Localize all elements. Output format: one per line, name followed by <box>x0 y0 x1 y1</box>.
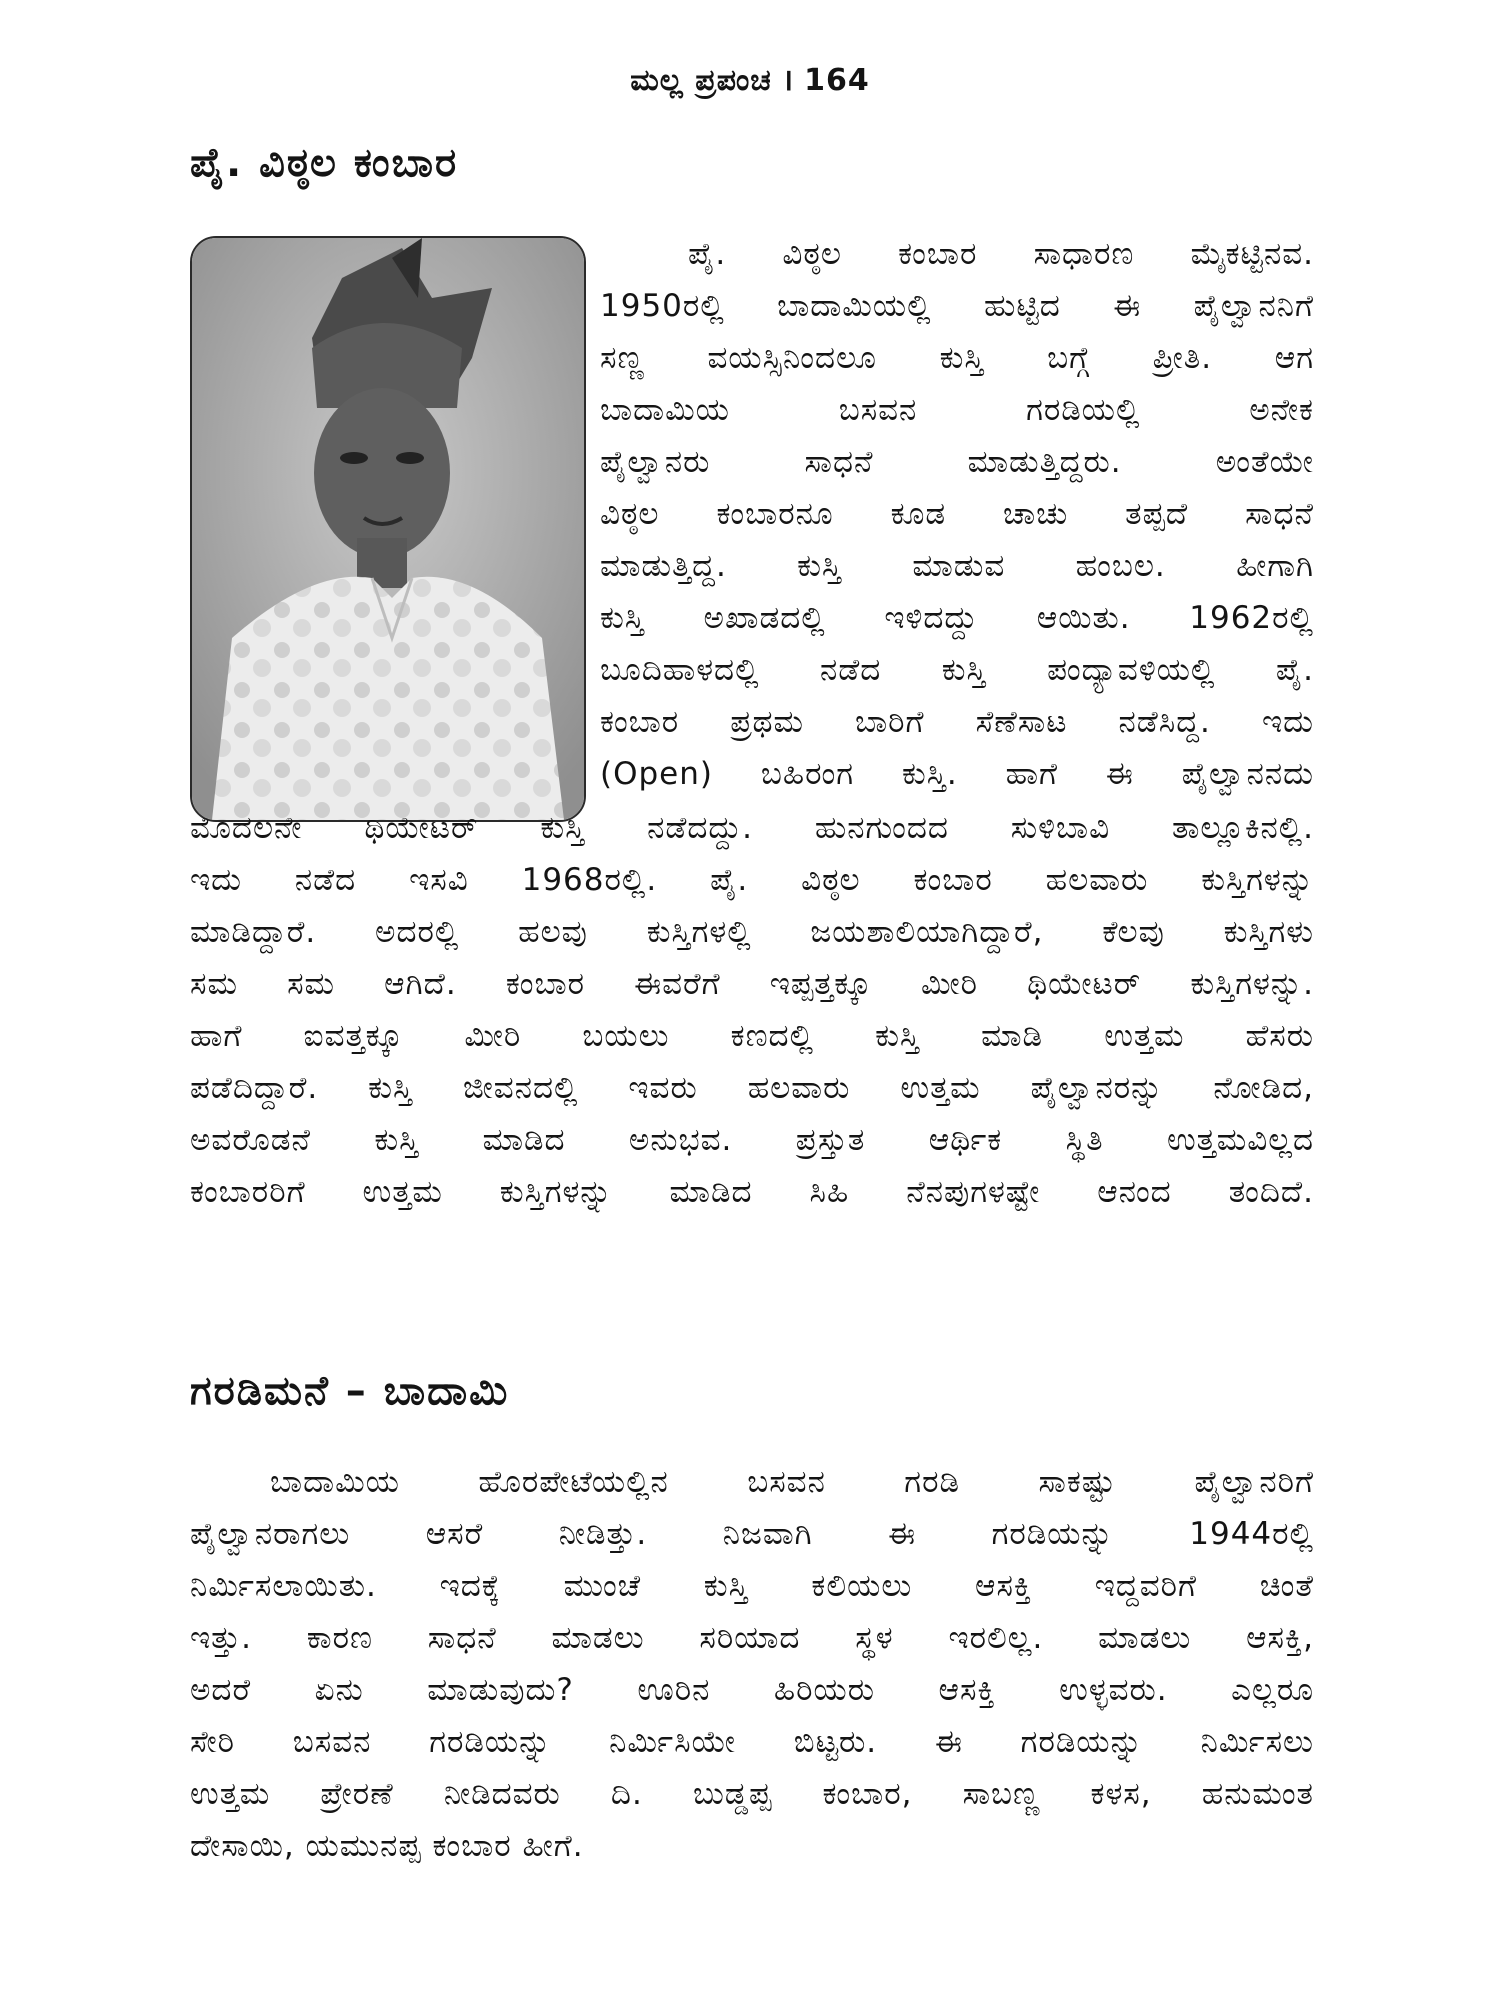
running-header <box>0 58 1500 99</box>
paragraph-line: ಪಡೆದಿದ್ದಾರೆ. ಕುಸ್ತಿ ಜೀವನದಲ್ಲಿ ಇವರು ಹಲವಾರು ಉತ್ತಮ ಪೈಲ್ವಾನರನ್ನು ನೋಡಿದ, <box>190 1070 1314 1106</box>
paragraph-line: ಸೇರಿ ಬಸವನ ಗರಡಿಯನ್ನು ನಿರ್ಮಿಸಿಯೇ ಬಿಟ್ಟರು. ಈ ಗರಡಿಯನ್ನು ನಿರ್ಮಿಸಲು <box>190 1724 1314 1760</box>
paragraph-line: ಮಾಡಿದ್ದಾರೆ. ಅದರಲ್ಲಿ ಹಲವು ಕುಸ್ತಿಗಳಲ್ಲಿ ಜಯಶಾಲಿಯಾಗಿದ್ದಾರೆ, ಕೆಲವು ಕುಸ್ತಿಗಳು <box>190 914 1314 950</box>
paragraph-line: ವಿಠ್ಠಲ ಕಂಬಾರನೂ ಕೂಡ ಚಾಚು ತಪ್ಪದೆ ಸಾಧನೆ <box>600 496 1314 532</box>
paragraph-line: ಕಂಬಾರ ಪ್ರಥಮ ಬಾರಿಗೆ ಸೆಣೆಸಾಟ ನಡೆಸಿದ್ದ. ಇದು <box>600 704 1314 740</box>
paragraph-line: (Open) ಬಹಿರಂಗ ಕುಸ್ತಿ. ಹಾಗೆ ಈ ಪೈಲ್ವಾನನದು <box>600 756 1314 792</box>
paragraph-line: ಮೊದಲನೇ ಥಿಯೇಟರ್ ಕುಸ್ತಿ ನಡೆದದ್ದು. ಹುನಗುಂದದ ಸುಳಿಬಾವಿ ತಾಲ್ಲೂಕಿನಲ್ಲಿ. <box>190 810 1314 846</box>
page-number: 164 <box>804 63 870 98</box>
wrestler-portrait-photo <box>190 236 586 822</box>
section-heading-garadimane: ಗರಡಿಮನೆ – ಬಾದಾಮಿ <box>190 1368 510 1414</box>
paragraph-line: ಹಾಗೆ ಐವತ್ತಕ್ಕೂ ಮೀರಿ ಬಯಲು ಕಣದಲ್ಲಿ ಕುಸ್ತಿ ಮಾಡಿ ಉತ್ತಮ ಹೆಸರು <box>190 1018 1314 1054</box>
paragraph-line: ಸಣ್ಣ ವಯಸ್ಸಿನಿಂದಲೂ ಕುಸ್ತಿ ಬಗ್ಗೆ ಪ್ರೀತಿ. ಆಗ <box>600 340 1314 376</box>
paragraph-line: ಪೈಲ್ವಾನರಾಗಲು ಆಸರೆ ನೀಡಿತ್ತು. ನಿಜವಾಗಿ ಈ ಗರಡಿಯನ್ನು 1944ರಲ್ಲಿ <box>190 1516 1314 1552</box>
paragraph-line: ನಿರ್ಮಿಸಲಾಯಿತು. ಇದಕ್ಕೆ ಮುಂಚೆ ಕುಸ್ತಿ ಕಲಿಯಲು ಆಸಕ್ತಿ ಇದ್ದವರಿಗೆ ಚಿಂತೆ <box>190 1568 1314 1604</box>
paragraph-line: ಕಂಬಾರರಿಗೆ ಉತ್ತಮ ಕುಸ್ತಿಗಳನ್ನು ಮಾಡಿದ ಸಿಹಿ ನೆನಪುಗಳಷ್ಟೇ ಆನಂದ ತಂದಿದೆ. <box>190 1174 1314 1210</box>
paragraph-line: ಬೂದಿಹಾಳದಲ್ಲಿ ನಡೆದ ಕುಸ್ತಿ ಪಂದ್ಯಾವಳಿಯಲ್ಲಿ ಪೈ. <box>600 652 1314 688</box>
section-heading-kambara: ಪೈ. ವಿಠ್ಠಲ ಕಂಬಾರ <box>190 140 459 186</box>
paragraph-line: ಪೈ. ವಿಠ್ಠಲ ಕಂಬಾರ ಸಾಧಾರಣ ಮೈಕಟ್ಟಿನವ. <box>688 236 1314 272</box>
header-separator: । <box>781 63 795 98</box>
paragraph-line: ಬಾದಾಮಿಯ ಬಸವನ ಗರಡಿಯಲ್ಲಿ ಅನೇಕ <box>600 392 1314 428</box>
paragraph-line: 1950ರಲ್ಲಿ ಬಾದಾಮಿಯಲ್ಲಿ ಹುಟ್ಟಿದ ಈ ಪೈಲ್ವಾನನಿಗೆ <box>600 288 1314 324</box>
paragraph-line: ಬಾದಾಮಿಯ ಹೊರಪೇಟೆಯಲ್ಲಿನ ಬಸವನ ಗರಡಿ ಸಾಕಷ್ಟು ಪೈಲ್ವಾನರಿಗೆ <box>270 1464 1314 1500</box>
paragraph-line: ಅವರೊಡನೆ ಕುಸ್ತಿ ಮಾಡಿದ ಅನುಭವ. ಪ್ರಸ್ತುತ ಆರ್ಥಿಕ ಸ್ಥಿತಿ ಉತ್ತಮವಿಲ್ಲದ <box>190 1122 1314 1158</box>
book-title: ಮಲ್ಲ ಪ್ರಪಂಚ <box>630 63 772 98</box>
paragraph-line: ಉತ್ತಮ ಪ್ರೇರಣೆ ನೀಡಿದವರು ದಿ. ಬುಡ್ಡಪ್ಪ ಕಂಬಾರ, ಸಾಬಣ್ಣ ಕಳಸ, ಹನುಮಂತ <box>190 1776 1314 1812</box>
paragraph-line: ದೇಸಾಯಿ, ಯಮುನಪ್ಪ ಕಂಬಾರ ಹೀಗೆ. <box>190 1828 584 1864</box>
paragraph-line: ಸಮ ಸಮ ಆಗಿದೆ. ಕಂಬಾರ ಈವರೆಗೆ ಇಪ್ಪತ್ತಕ್ಕೂ ಮೀರಿ ಥಿಯೇಟರ್ ಕುಸ್ತಿಗಳನ್ನು. <box>190 966 1314 1002</box>
paragraph-line: ಕುಸ್ತಿ ಅಖಾಡದಲ್ಲಿ ಇಳಿದದ್ದು ಆಯಿತು. 1962ರಲ್ಲಿ <box>600 600 1314 636</box>
paragraph-line: ಪೈಲ್ವಾನರು ಸಾಧನೆ ಮಾಡುತ್ತಿದ್ದರು. ಅಂತೆಯೇ <box>600 444 1314 480</box>
paragraph-line: ಇತ್ತು. ಕಾರಣ ಸಾಧನೆ ಮಾಡಲು ಸರಿಯಾದ ಸ್ಥಳ ಇರಲಿಲ್ಲ. ಮಾಡಲು ಆಸಕ್ತಿ, <box>190 1620 1314 1656</box>
paragraph-line: ಅದರೆ ಏನು ಮಾಡುವುದು? ಊರಿನ ಹಿರಿಯರು ಆಸಕ್ತಿ ಉಳ್ಳವರು. ಎಲ್ಲರೂ <box>190 1672 1314 1708</box>
paragraph-line: ಮಾಡುತ್ತಿದ್ದ. ಕುಸ್ತಿ ಮಾಡುವ ಹಂಬಲ. ಹೀಗಾಗಿ <box>600 548 1314 584</box>
paragraph-line: ಇದು ನಡೆದ ಇಸವಿ 1968ರಲ್ಲಿ. ಪೈ. ವಿಠ್ಠಲ ಕಂಬಾರ ಹಲವಾರು ಕುಸ್ತಿಗಳನ್ನು <box>190 862 1314 898</box>
